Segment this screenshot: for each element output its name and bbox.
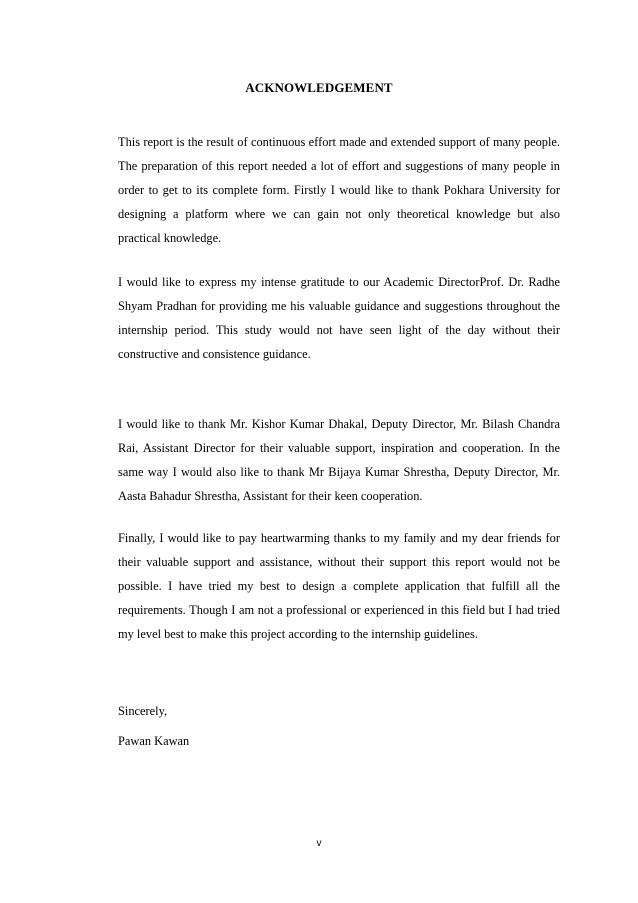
page-number: v xyxy=(316,838,322,849)
paragraph-intro: This report is the result of continuous effort made and extended support of many people. The preparation of this report needed a lot of effort and suggestions of many people in order to get to its complete form. Firstly I would like to thank Pokhara University for designing a platform where we can gain not only theoretical knowledge but also practical knowledge. xyxy=(118,135,560,245)
closing-salutation: Sincerely, xyxy=(118,704,168,718)
signer-name: Pawan Kawan xyxy=(118,734,190,748)
page-title: ACKNOWLEDGEMENT xyxy=(245,80,393,95)
paragraph-academic-director: I would like to express my intense gratitude to our Academic DirectorProf. Dr. Radhe Shyam Pradhan for providing me his valuable guidance and suggestions throughout the internship period. This study would not have seen light of the day without their constructive and consistence guidance. xyxy=(118,275,560,361)
paragraph-family-friends: Finally, I would like to pay heartwarming thanks to my family and my dear friends for their valuable support and assistance, without their support this report would not be possible. I have tried my best to design a complete application that fulfill all the requirements. Though I am not a professional or experienced in this field but I had tried my level best to make this project according to the internship guidelines. xyxy=(118,531,560,641)
paragraph-directors: I would like to thank Mr. Kishor Kumar Dhakal, Deputy Director, Mr. Bilash Chandra Rai, Assistant Director for their valuable support, inspiration and cooperation. In the same way I would also like to thank Mr Bijaya Kumar Shrestha, Deputy Director, Mr. Aasta Bahadur Shrestha, Assistant for their keen cooperation. xyxy=(118,417,560,503)
